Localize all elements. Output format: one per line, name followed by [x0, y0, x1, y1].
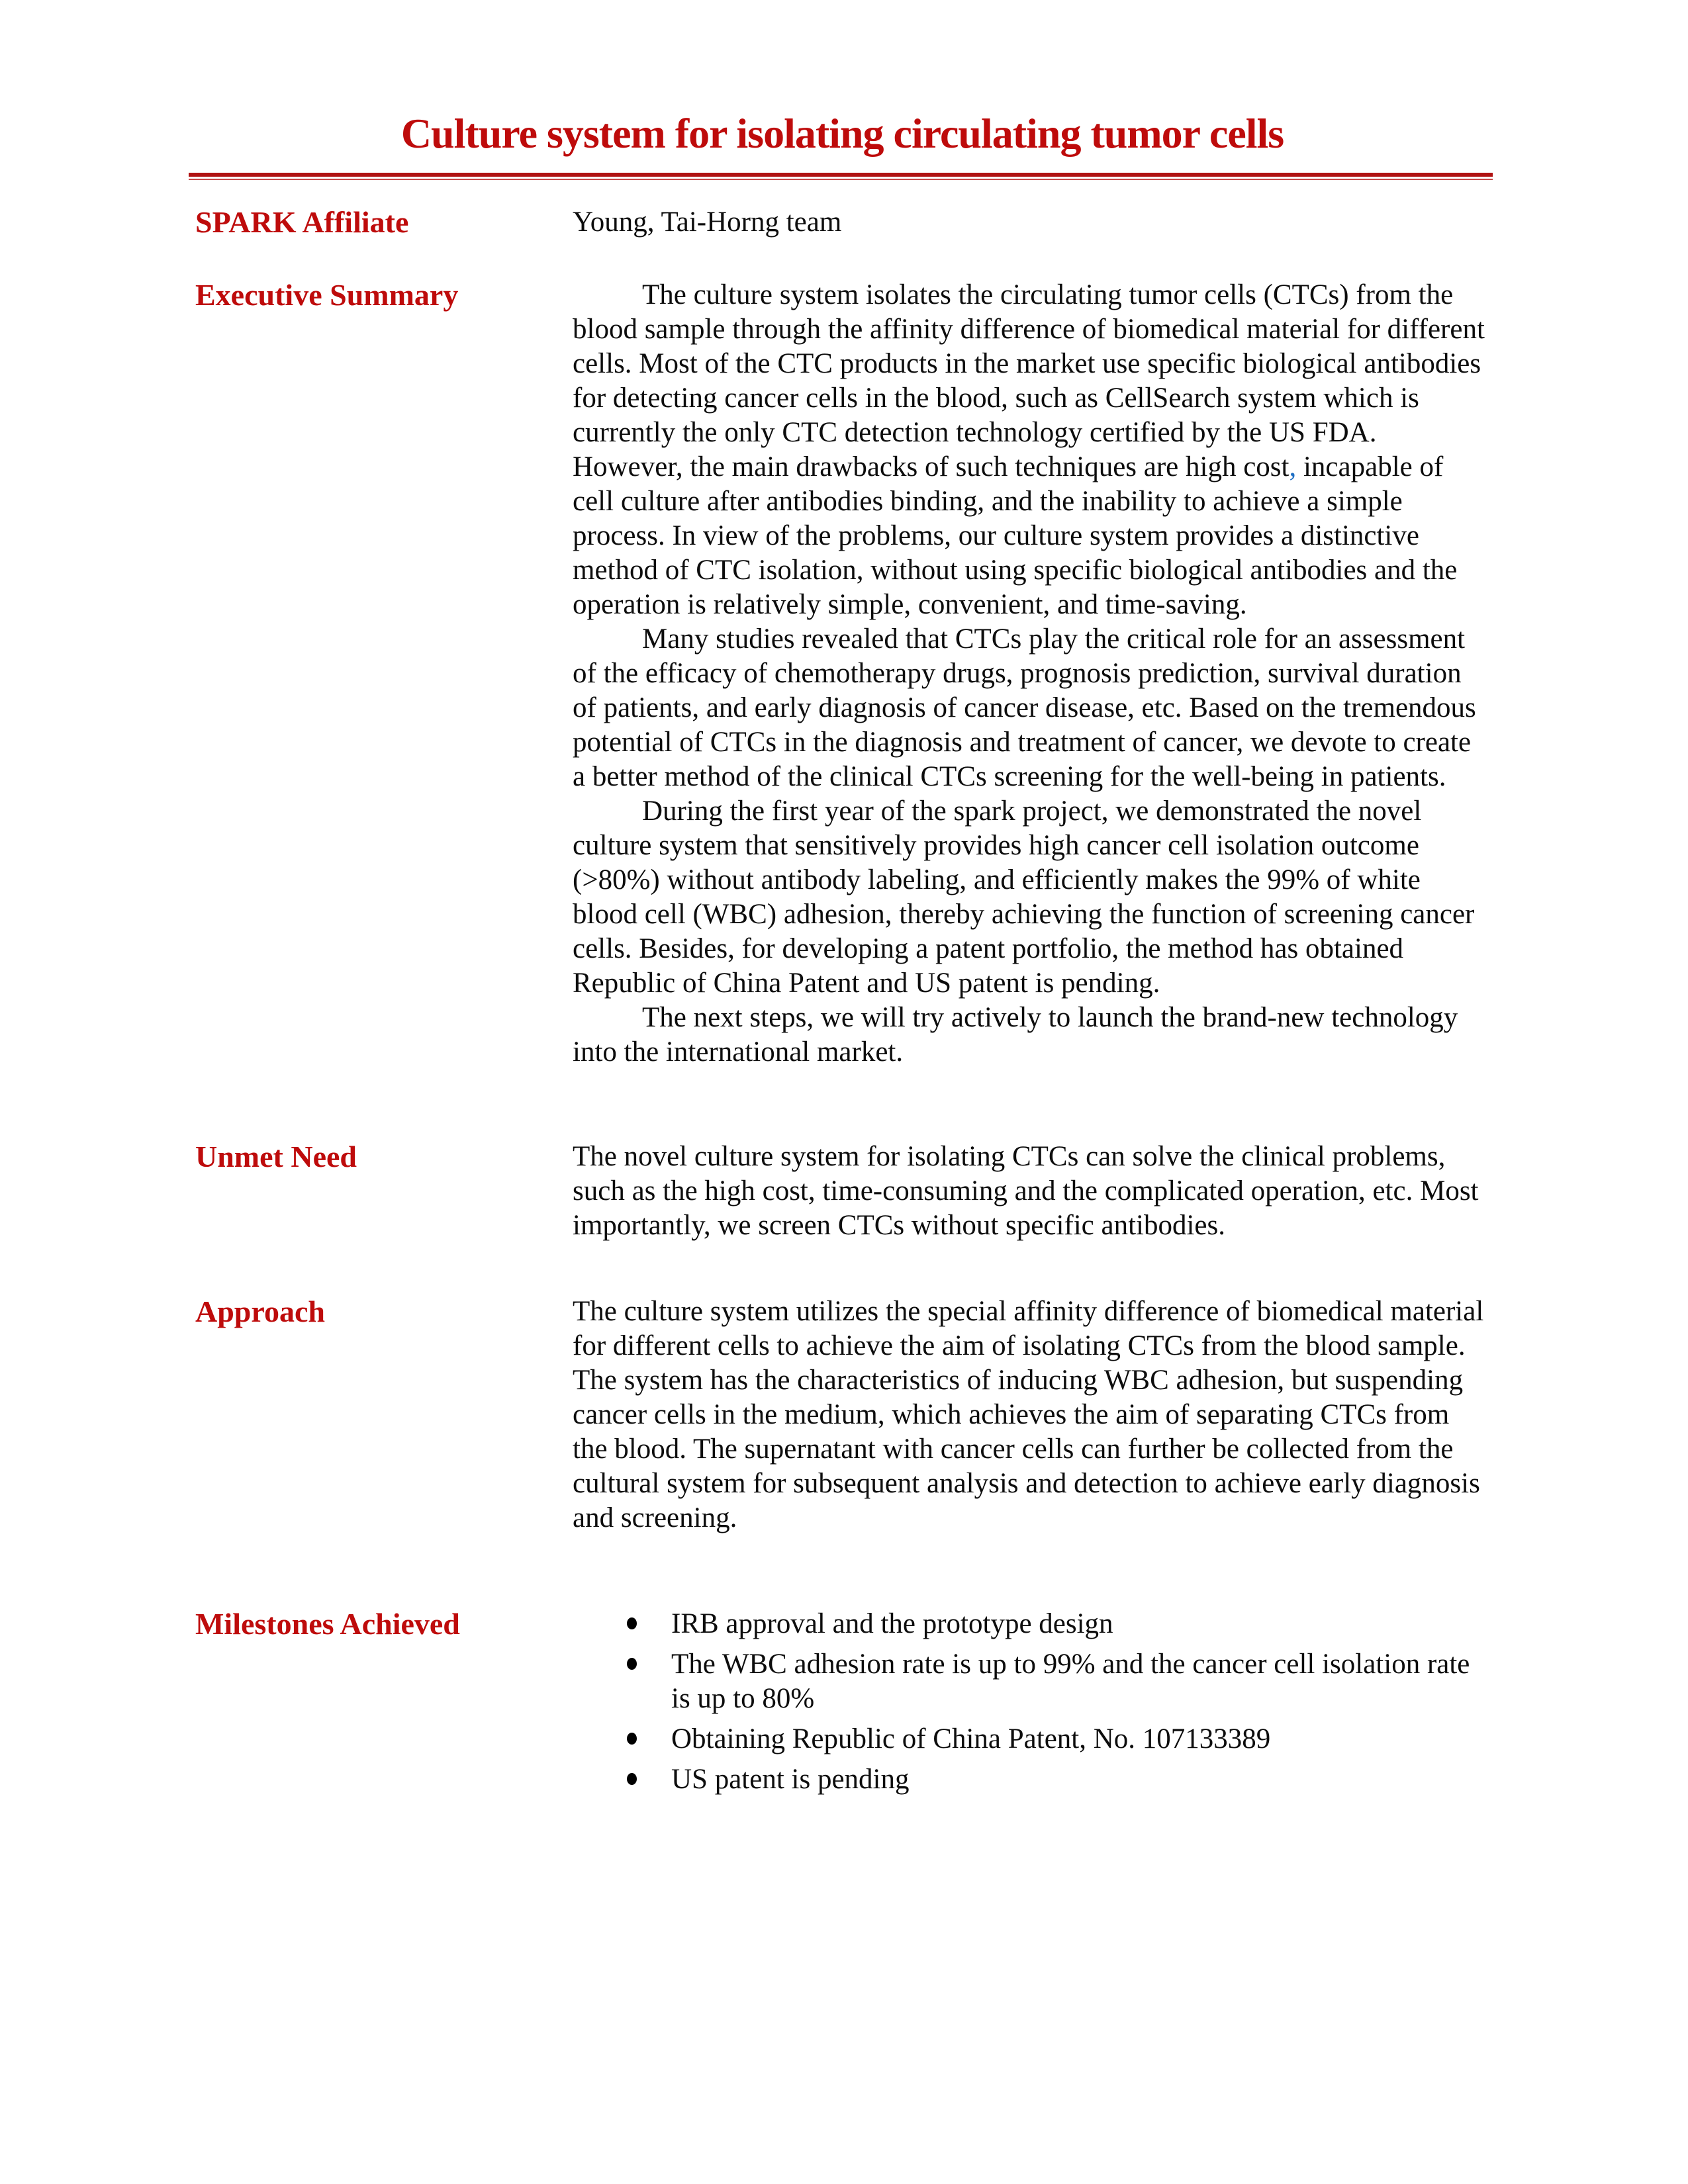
text-segment: The culture system isolates the circulating tumor cells (CTCs) from the blood sample through the affinity difference of biomedical material for different cells. Most of the CTC products in the market use specific biological antibodies for detecting cancer cells in the blood, such as CellSearch system which is currently the only CTC detection technology certified by the US FDA. However, the main drawbacks of such techniques are high cost — [573, 279, 1485, 483]
section-content-executive-summary — [573, 278, 1489, 1069]
section-unmet-need — [195, 1140, 1489, 1243]
document-title: Culture system for isolating circulating tumor cells — [400, 110, 1284, 157]
bullet-icon — [627, 1773, 637, 1785]
bullet-text: IRB approval and the prototype design — [671, 1608, 1113, 1640]
text-segment: Many studies revealed that CTCs play the critical role for an assessment of the efficacy of chemotherapy drugs, prognosis prediction, survival duration of patients, and early diagnosis of cancer disease, etc. Based on the tremendous potential of CTCs in the diagnosis and treatment of cancer, we devote to create a better method of the clinical CTCs screening for the well-being in patients. — [573, 623, 1476, 793]
section-label-spark-affiliate: SPARK Affiliate — [195, 205, 409, 240]
text-segment: The next steps, we will try actively to launch the brand-new technology into the international market. — [573, 1002, 1458, 1068]
section-label-unmet-need: Unmet Need — [195, 1140, 357, 1174]
title-rule — [189, 173, 1493, 180]
text-segment: The novel culture system for isolating CTCs can solve the clinical problems, such as the high cost, time-consuming and the complicated operation, etc. Most importantly, we screen CTCs without specific antibodies. — [573, 1141, 1479, 1242]
section-label-approach: Approach — [195, 1295, 325, 1329]
section-label-milestones-achieved: Milestones Achieved — [195, 1607, 460, 1641]
paragraph — [573, 622, 1489, 794]
text-segment: incapable of cell culture after antibodies binding, and the inability to achieve a simple process. In view of the problems, our culture system provides a distinctive method of CTC isolation, without using specific biological antibodies and the operation is relatively simple, convenient, and time-saving. — [573, 451, 1458, 621]
section-approach — [195, 1295, 1489, 1535]
paragraph — [573, 1140, 1489, 1243]
paragraph — [573, 278, 1489, 622]
section-content-approach — [573, 1295, 1489, 1535]
paragraph — [573, 794, 1489, 1001]
text-segment: The culture system utilizes the special affinity difference of biomedical material for different cells to achieve the aim of isolating CTCs from the blood sample. The system has the characteristics of inducing WBC adhesion, but suspending cancer cells in the medium, which achieves the aim of separating CTCs from the blood. The supernatant with cancer cells can further be collected from the cultural system for subsequent analysis and detection to achieve early diagnosis and screening. — [573, 1296, 1484, 1534]
section-label-executive-summary: Executive Summary — [195, 278, 459, 312]
bullet-list-item — [573, 1722, 1489, 1756]
bullet-text: The WBC adhesion rate is up to 99% and the cancer cell isolation rate is up to 80% — [671, 1649, 1470, 1715]
bullet-list-item — [573, 1607, 1489, 1641]
paragraph — [573, 205, 1489, 240]
bullet-icon — [627, 1658, 637, 1670]
section-spark-affiliate — [195, 205, 1489, 240]
paragraph — [573, 1295, 1489, 1535]
text-segment: During the first year of the spark project, we demonstrated the novel culture system that sensitively provides high cancer cell isolation outcome (>80%) without antibody labeling, and efficiently makes the 99% of white blood cell (WBC) adhesion, thereby achieving the function of screening cancer cells. Besides, for developing a patent portfolio, the method has obtained Republic of China Patent and US patent is pending. — [573, 796, 1475, 999]
section-executive-summary — [195, 278, 1489, 1069]
bullet-icon — [627, 1733, 637, 1745]
bullet-list-item — [573, 1647, 1489, 1716]
paragraph — [573, 1001, 1489, 1069]
sections-container — [195, 205, 1489, 1797]
bullet-text: Obtaining Republic of China Patent, No. 107133389 — [671, 1723, 1271, 1755]
bullet-list-item — [573, 1762, 1489, 1797]
section-content-unmet-need — [573, 1140, 1489, 1243]
text-segment: , — [1289, 451, 1297, 483]
section-content-spark-affiliate — [573, 205, 1489, 240]
section-content-milestones-achieved — [573, 1607, 1489, 1797]
bullet-icon — [627, 1617, 637, 1629]
bullet-text: US patent is pending — [671, 1764, 910, 1796]
section-milestones-achieved — [195, 1607, 1489, 1797]
text-segment: Young, Tai-Horng team — [573, 206, 842, 238]
